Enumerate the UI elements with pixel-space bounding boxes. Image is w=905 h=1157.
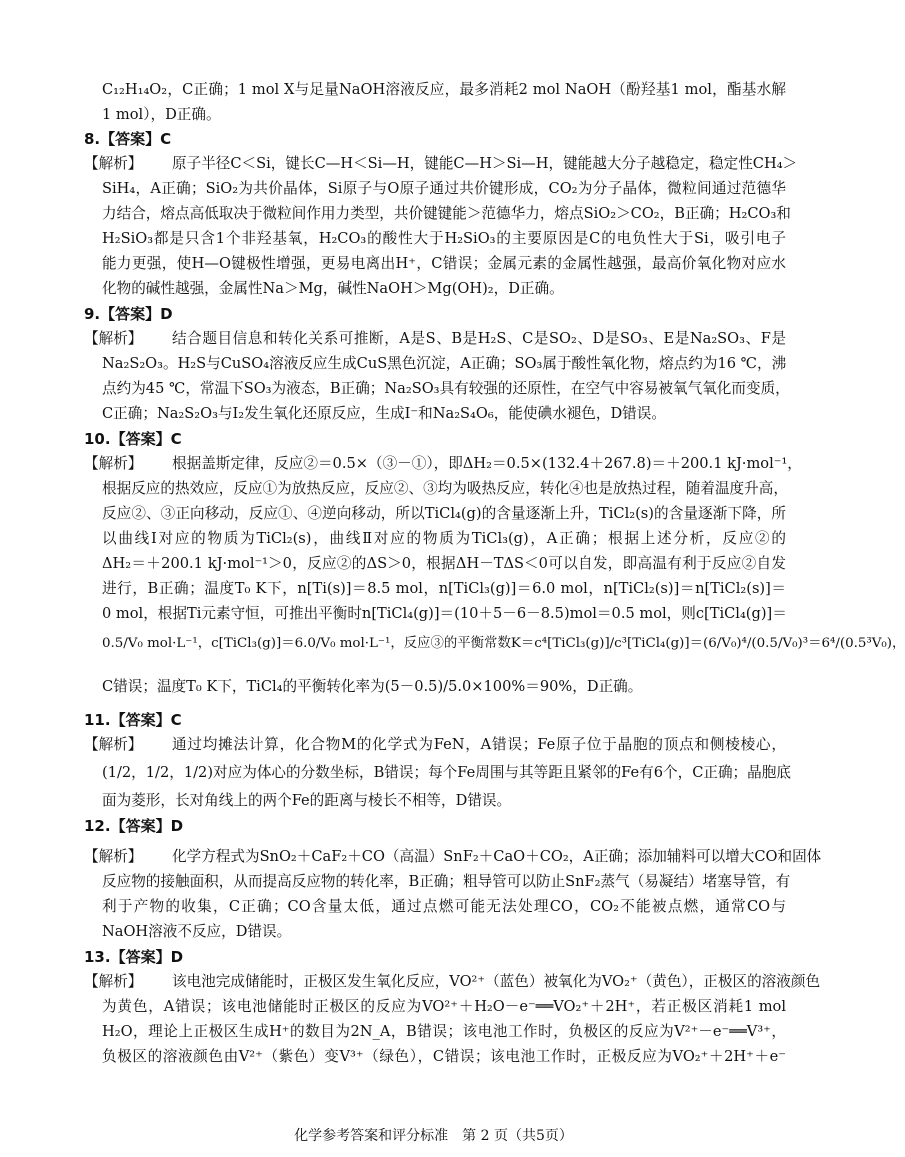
answer-header-12: 12.【答案】D <box>84 817 184 835</box>
text-line: 利于产物的收集，C正确；CO含量太低，通过点燃可能无法处理CO，CO₂不能被点燃，通常CO与 <box>102 898 786 915</box>
text-line: 该电池完成储能时，正极区发生氧化反应，VO²⁺（蓝色）被氧化为VO₂⁺（黄色），正极区的溶液颜色 <box>172 973 821 990</box>
text-line: SiH₄，A正确；SiO₂为共价晶体，Si原子与O原子通过共价键形成，CO₂为分子晶体，微粒间通过范德华 <box>102 180 786 197</box>
text-line: (1/2，1/2，1/2)对应为体心的分数坐标，B错误；每个Fe周围与其等距且紧邻的Fe有6个，C正确；晶胞底 <box>102 764 791 781</box>
answer-header-11: 11.【答案】C <box>84 711 182 729</box>
answer-header-10: 10.【答案】C <box>84 430 182 448</box>
answer-header-13: 13.【答案】D <box>84 948 184 966</box>
analysis-label: 【解析】 <box>84 330 143 347</box>
text-line: C正确；Na₂S₂O₃与I₂发生氧化还原反应，生成I⁻和Na₂S₄O₆，能使碘水褪色，D错误。 <box>102 405 666 422</box>
answer-header-8: 8.【答案】C <box>84 130 172 148</box>
text-line: 以曲线Ⅰ对应的物质为TiCl₂(s)，曲线Ⅱ对应的物质为TiCl₃(g)，A正确；根据上述分析，反应②的 <box>102 530 786 547</box>
text-line: 原子半径C＜Si，键长C—H＜Si—H，键能C—H＞Si—H，键能越大分子越稳定，稳定性CH₄＞ <box>172 155 798 172</box>
text-line: Na₂S₂O₃。H₂S与CuSO₄溶液反应生成CuS黑色沉淀，A正确；SO₃属于酸性氧化物，熔点约为16 ℃，沸 <box>102 355 787 372</box>
text-line: C错误；温度T₀ K下，TiCl₄的平衡转化率为(5－0.5)/5.0×100%＝90%，D正确。 <box>102 678 643 695</box>
text-line: 面为菱形，长对角线上的两个Fe的距离与棱长不相等，D错误。 <box>102 792 512 809</box>
text-line: 负极区的溶液颜色由V²⁺（紫色）变V³⁺（绿色），C错误；该电池工作时，正极反应为VO₂⁺＋2H⁺＋e⁻ <box>102 1048 786 1065</box>
text-line: NaOH溶液不反应，D错误。 <box>102 923 292 940</box>
text-line: 0 mol，根据Ti元素守恒，可推出平衡时n[TiCl₄(g)]＝(10＋5－6－8.5)mol＝0.5 mol，则c[TiCl₄(g)]＝ <box>102 605 787 622</box>
text-line: 反应物的接触面积，从而提高反应物的转化率，B正确；粗导管可以防止SnF₂蒸气（易凝结）堵塞导管，有 <box>102 873 791 890</box>
text-line: 反应②、③正向移动，反应①、④逆向移动，所以TiCl₄(g)的含量逐渐上升，TiCl₂(s)的含量逐渐下降，所 <box>102 505 786 522</box>
analysis-label: 【解析】 <box>84 155 143 172</box>
analysis-label: 【解析】 <box>84 736 143 753</box>
text-line: 点约为45 ℃，常温下SO₃为液态，B正确；Na₂SO₃具有较强的还原性，在空气中容易被氧气氧化而变质， <box>102 380 790 397</box>
text-line: 结合题目信息和转化关系可推断，A是S、B是H₂S、C是SO₂、D是SO₃、E是Na₂SO₃、F是 <box>172 330 786 347</box>
text-line: 化物的碱性越强，金属性Na＞Mg，碱性NaOH＞Mg(OH)₂，D正确。 <box>102 280 564 297</box>
text-line: 能力更强，使H—O键极性增强，更易电离出H⁺，C错误；金属元素的金属性越强，最高价氧化物对应水 <box>102 255 786 272</box>
text-line: 力结合，熔点高低取决于微粒间作用力类型，共价键键能＞范德华力，熔点SiO₂＞CO₂，B正确；H₂CO₃和 <box>102 205 791 222</box>
text-line: 1 mol），D正确。 <box>102 106 221 123</box>
text-line: H₂SiO₃都是只含1个非羟基氧，H₂CO₃的酸性大于H₂SiO₃的主要原因是C的电负性大于Si，吸引电子 <box>102 230 786 247</box>
text-line: ΔH₂＝＋200.1 kJ·mol⁻¹＞0，反应②的ΔS＞0，根据ΔH－TΔS＜0可以自发，即高温有利于反应②自发 <box>102 555 786 572</box>
answer-header-9: 9.【答案】D <box>84 305 173 323</box>
analysis-label: 【解析】 <box>84 973 143 990</box>
text-line: 通过均摊法计算，化合物M的化学式为FeN，A错误；Fe原子位于晶胞的顶点和侧棱棱心， <box>172 736 786 753</box>
page-footer: 化学参考答案和评分标准 第 2 页（共5页） <box>294 1128 573 1144</box>
text-line: 化学方程式为SnO₂＋CaF₂＋CO（高温）SnF₂＋CaO＋CO₂，A正确；添加辅料可以增大CO和固体 <box>172 848 822 865</box>
analysis-label: 【解析】 <box>84 455 143 472</box>
text-line: 进行，B正确；温度T₀ K下，n[Ti(s)]＝8.5 mol，n[TiCl₃(g)]＝6.0 mol，n[TiCl₂(s)]＝n[TiCl₂(s)]＝ <box>102 580 786 597</box>
text-line: C₁₂H₁₄O₂，C正确；1 mol X与足量NaOH溶液反应，最多消耗2 mol NaOH（酚羟基1 mol，酯基水解 <box>102 81 786 98</box>
text-line: 根据盖斯定律，反应②＝0.5×（③－①），即ΔH₂＝0.5×(132.4＋267.8)＝＋200.1 kJ·mol⁻¹， <box>172 455 802 472</box>
text-line: H₂O，理论上正极区生成H⁺的数目为2N_A，B错误；该电池工作时，负极区的反应为V²⁺－e⁻══V³⁺， <box>102 1023 786 1040</box>
text-line: 为黄色，A错误；该电池储能时正极区的反应为VO²⁺＋H₂O－e⁻══VO₂⁺＋2H⁺，若正极区消耗1 mol <box>102 998 786 1015</box>
analysis-label: 【解析】 <box>84 848 143 865</box>
text-line: 根据反应的热效应，反应①为放热反应，反应②、③均为吸热反应，转化④也是放热过程，随着温度升高， <box>102 480 788 497</box>
formula-line: 0.5/V₀ mol·L⁻¹，c[TiCl₃(g)]＝6.0/V₀ mol·L⁻¹，反应③的平衡常数K＝c⁴[TiCl₃(g)]/c³[TiCl₄(g)]＝(6/V₀)⁴/(0.5/V₀)³＝6⁴/(0.5³V₀)， <box>102 636 905 651</box>
